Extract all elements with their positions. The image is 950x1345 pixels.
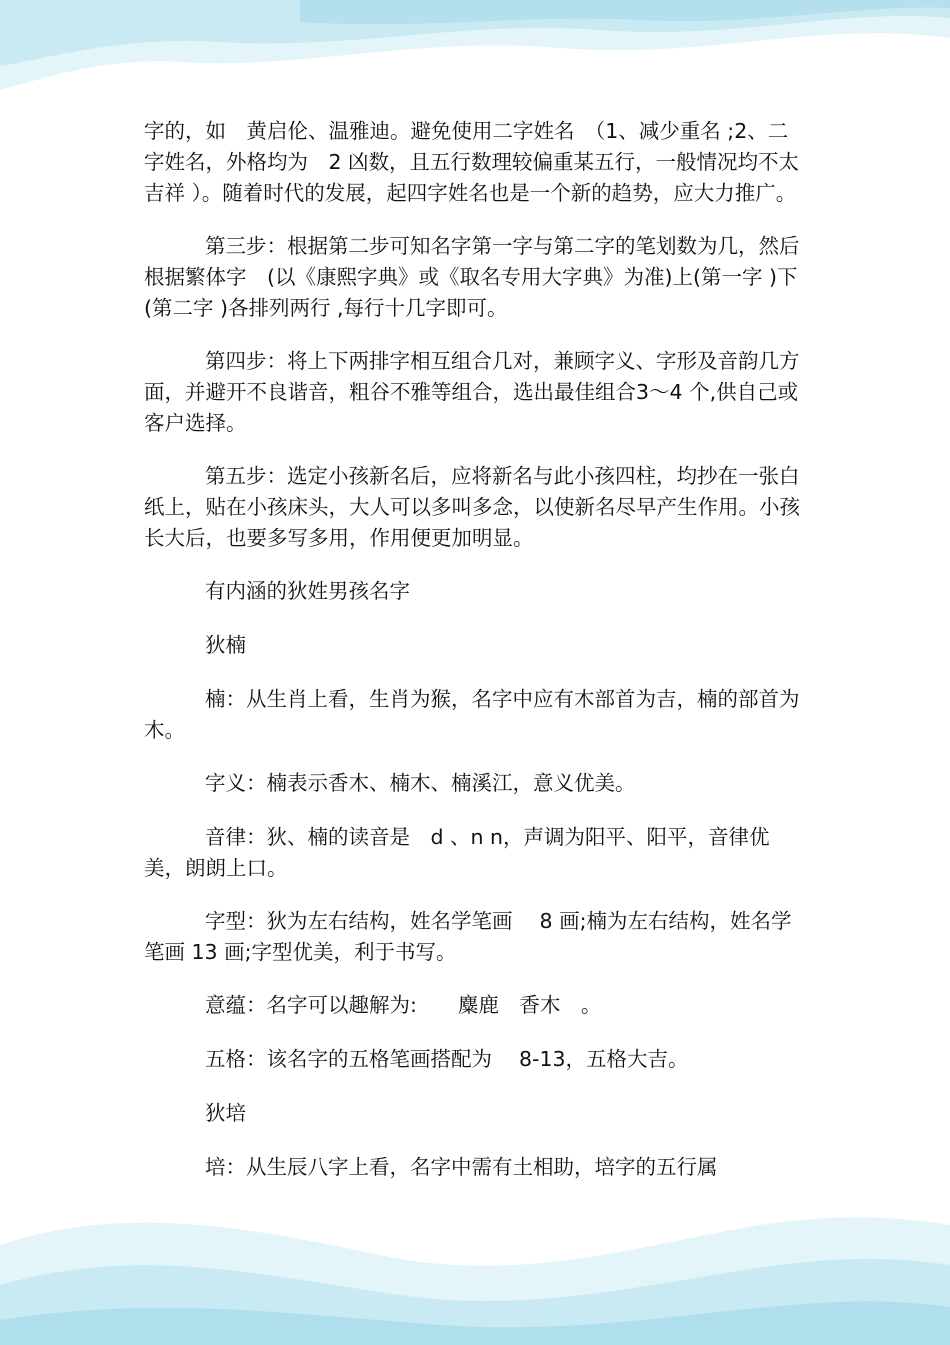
paragraph-nan-wuge: 五格：该名字的五格笔画搭配为 8-13，五格大吉。 bbox=[205, 1047, 689, 1071]
paragraph-nan-connotation: 意蕴：名字可以趣解为: 麋鹿 香木 。 bbox=[205, 993, 602, 1017]
paragraph-nan-meaning: 字义：楠表示香木、楠木、楠溪江，意义优美。 bbox=[205, 771, 636, 795]
section-heading-boy-names: 有内涵的狄姓男孩名字 bbox=[205, 579, 410, 603]
paragraph-pei-bazi: 培：从生辰八字上看，名字中需有土相助，培字的五行属 bbox=[205, 1155, 718, 1179]
paragraph-step-five: 第五步：选定小孩新名后，应将新名与此小孩四柱，均抄在一张白纸上，贴在小孩床头，大人可以多叫多念，以使新名尽早产生作用。小孩长大后，也要多写多用，作用便更加明显。 bbox=[144, 464, 800, 550]
decorative-wave-top bbox=[0, 0, 950, 110]
name-heading-dinan: 狄楠 bbox=[205, 633, 246, 657]
paragraph-nan-phonetics: 音律：狄、楠的读音是 d 、n n，声调为阳平、阳平，音律优美，朗朗上口。 bbox=[144, 825, 770, 880]
paragraph-step-four: 第四步：将上下两排字相互组合几对，兼顾字义、字形及音韵几方面，并避开不良谐音，粗谷不雅等组合，选出最佳组合3～4 个,供自己或客户选择。 bbox=[144, 349, 800, 435]
paragraph-intro-continuation: 字的，如 黄启伦、温雅迪。避免使用二字姓名 （1、减少重名 ;2、二字姓名，外格均为 2 凶数，且五行数理较偏重某五行，一般情况均不太吉祥 ）。随着时代的发展，起四字姓名也是一个新的趋势，应大力推广。 bbox=[144, 119, 800, 205]
document-body bbox=[144, 116, 804, 1206]
paragraph-step-three: 第三步：根据第二步可知名字第一字与第二字的笔划数为几，然后根据繁体字 (以《康熙字典》或《取名专用大字典》为准)上(第一字 )下(第二字 )各排列两行 ,每行十几字即可。 bbox=[144, 234, 800, 320]
paragraph-nan-zodiac: 楠：从生肖上看，生肖为猴，名字中应有木部首为吉，楠的部首为木。 bbox=[144, 687, 800, 742]
decorative-wave-bottom bbox=[0, 1185, 950, 1345]
name-heading-dipei: 狄培 bbox=[205, 1101, 246, 1125]
paragraph-nan-structure: 字型：狄为左右结构，姓名学笔画 8 画;楠为左右结构，姓名学笔画 13 画;字型优美，利于书写。 bbox=[144, 909, 792, 964]
